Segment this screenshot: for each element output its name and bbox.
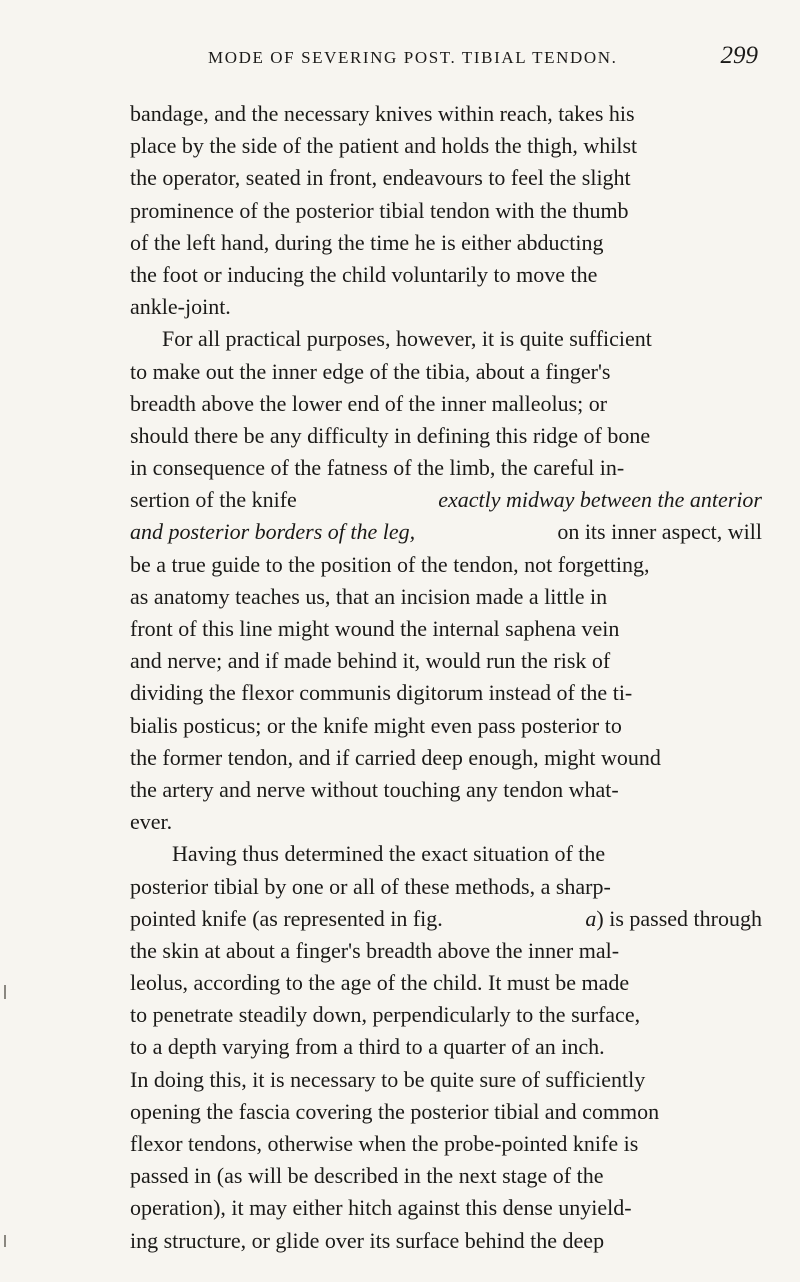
text-line: passed in (as will be described in the next stage of the (130, 1163, 604, 1189)
text-line: bandage, and the necessary knives within reach, takes his (130, 101, 635, 126)
text-line: the operator, seated in front, endeavours to feel the slight (130, 165, 631, 191)
text-run: sertion of the knife (130, 487, 297, 513)
text-line: operation), it may either hitch against this dense unyield- (130, 1195, 632, 1221)
text-run: on its inner aspect, will (557, 519, 762, 545)
text-line: be a true guide to the position of the tendon, not forgetting, (130, 551, 650, 577)
text-line: of the left hand, during the time he is either abducting (130, 229, 604, 255)
text-line: the former tendon, and if carried deep enough, might wound (130, 744, 661, 770)
text-line: flexor tendons, otherwise when the probe-pointed knife is (130, 1131, 639, 1156)
text-line: in consequence of the fatness of the limb, the careful in- (130, 455, 625, 481)
text-line: prominence of the posterior tibial tendon with the thumb (130, 197, 629, 223)
text-line: leolus, according to the age of the child. It must be made (130, 970, 630, 996)
text-line: should there be any difficulty in defining this ridge of bone (130, 422, 651, 448)
scan-mark (4, 1235, 6, 1247)
text-line: dividing the flexor communis digitorum instead of the ti- (130, 680, 633, 706)
text-line-mixed (130, 484, 762, 516)
text-line: posterior tibial by one or all of these methods, a sharp- (130, 873, 611, 899)
text-line: Having thus determined the exact situation of the (172, 841, 606, 867)
text-line: as anatomy teaches us, that an incision made a little in (130, 583, 608, 609)
italic-run: a (585, 905, 597, 931)
text-line: to penetrate steadily down, perpendicularly to the surface, (130, 1002, 641, 1028)
text-line-mixed (130, 903, 762, 935)
paragraph (130, 323, 762, 838)
text-line: to make out the inner edge of the tibia, about a finger's (130, 358, 611, 384)
italic-run: and posterior borders of the leg, (130, 519, 416, 545)
text-line: ankle-joint. (130, 294, 231, 320)
page-number: 299 (720, 42, 758, 69)
text-line: and nerve; and if made behind it, would run the risk of (130, 648, 611, 674)
text-line: the foot or inducing the child voluntarily to move the (130, 261, 598, 287)
text-line: bialis posticus; or the knife might even pass posterior to (130, 712, 622, 738)
text-line-mixed (130, 516, 762, 548)
running-title: MODE OF SEVERING POST. TIBIAL TENDON. (208, 48, 618, 67)
paragraph (130, 98, 762, 323)
text-run: pointed knife (as represented in fig. (130, 905, 443, 931)
body-text (130, 98, 762, 1257)
text-line: In doing this, it is necessary to be quite sure of sufficiently (130, 1066, 646, 1092)
text-line: place by the side of the patient and holds the thigh, whilst (130, 133, 638, 159)
text-line: to a depth varying from a third to a quarter of an inch. (130, 1034, 605, 1060)
text-run: ) is passed through (596, 905, 762, 931)
text-line: ever. (130, 809, 173, 835)
text-line: For all practical purposes, however, it is quite sufficient (162, 326, 652, 352)
text-line: breadth above the lower end of the inner malleolus; or (130, 390, 608, 416)
paragraph (130, 838, 762, 1256)
text-line: front of this line might wound the internal saphena vein (130, 616, 620, 641)
text-line: ing structure, or glide over its surface behind the deep (130, 1227, 605, 1253)
italic-run: exactly midway between the anterior (438, 487, 762, 513)
figure-ref (585, 903, 762, 935)
running-head (130, 44, 760, 74)
text-line: the skin at about a finger's breadth above the inner mal- (130, 937, 620, 963)
text-line: opening the fascia covering the posterior tibial and common (130, 1098, 660, 1124)
scan-mark (4, 985, 6, 999)
text-line: the artery and nerve without touching any tendon what- (130, 776, 619, 802)
